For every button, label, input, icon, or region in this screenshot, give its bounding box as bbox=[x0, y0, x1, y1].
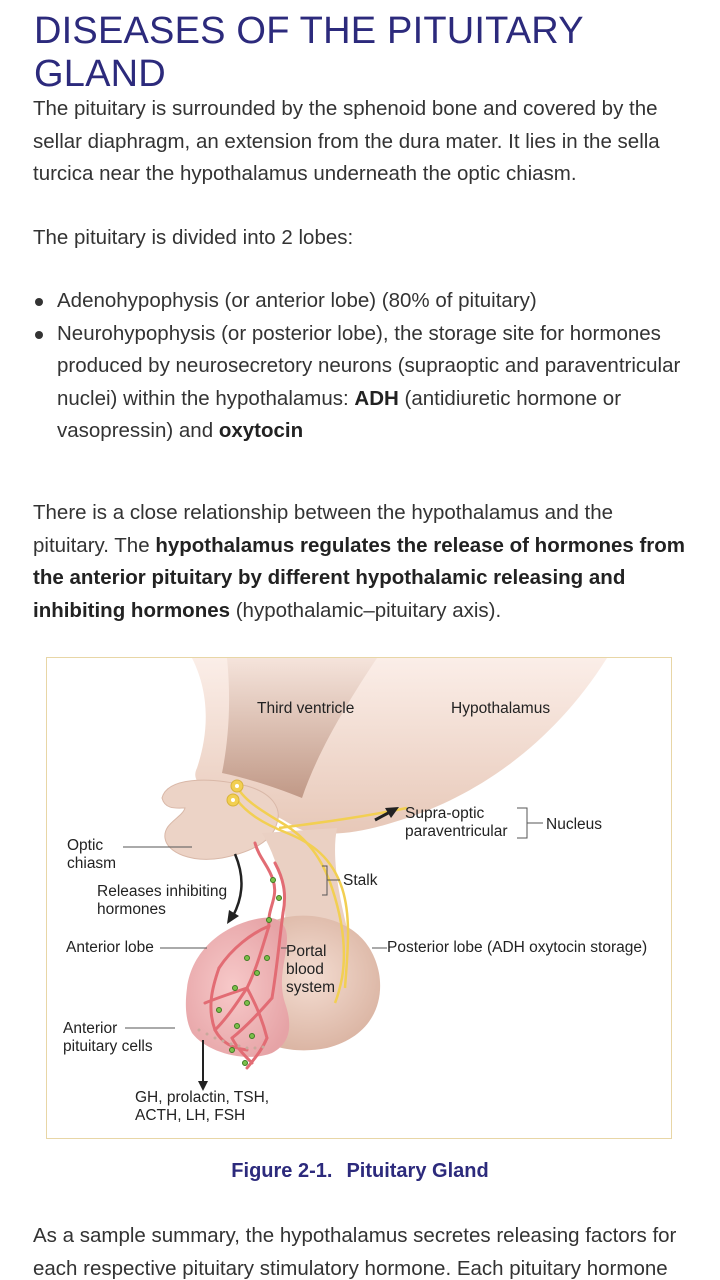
label-hypothalamus: Hypothalamus bbox=[451, 700, 551, 717]
lobe-adenohypophysis: Adenohypophysis (or anterior lobe) (80% of pituitary) bbox=[57, 289, 537, 312]
intro-paragraph bbox=[33, 93, 693, 191]
list-item bbox=[33, 318, 693, 448]
summary-paragraph bbox=[33, 1220, 693, 1280]
label-system: system bbox=[286, 979, 336, 996]
label-anterior: Anterior bbox=[63, 1020, 118, 1037]
label-portal: Portal bbox=[286, 943, 327, 960]
label-posterior-lobe: Posterior lobe (ADH oxytocin storage) bbox=[387, 939, 648, 956]
lobes-list bbox=[33, 285, 693, 448]
intro-line-1: The pituitary is surrounded by the sphenoid bone and covered by the bbox=[33, 97, 658, 120]
adh-term: ADH bbox=[354, 386, 399, 410]
lobe-neuro-line-2: produced by neurosecretory neurons (supraoptic and paraventricular bbox=[57, 354, 681, 377]
label-anterior-lobe: Anterior lobe bbox=[66, 939, 154, 956]
label-hormones-list-2: ACTH, LH, FSH bbox=[135, 1107, 246, 1124]
label-stalk: Stalk bbox=[343, 872, 378, 889]
oxytocin-term: oxytocin bbox=[218, 419, 304, 442]
label-hormones: hormones bbox=[97, 901, 166, 918]
relationship-line-2a: pituitary. The bbox=[33, 533, 156, 557]
intro-line-3: turcica near the hypothalamus underneath the optic chiasm. bbox=[33, 162, 577, 185]
summary-line-2: each respective pituitary stimulatory hormone. Each pituitary hormone bbox=[33, 1256, 668, 1280]
list-item bbox=[33, 285, 693, 318]
label-optic: Optic bbox=[67, 837, 104, 854]
lobe-neuro-line-1: Neurohypophysis (or posterior lobe), the storage site for hormones bbox=[57, 321, 661, 345]
figure-number: Figure 2-1. bbox=[231, 1160, 333, 1182]
lobe-neuro-line-4a: vasopressin) and bbox=[57, 419, 219, 442]
relationship-bold-3: inhibiting hormones bbox=[33, 598, 231, 622]
label-supraoptic: Supra-optic bbox=[405, 805, 485, 822]
label-paraventricular: paraventricular bbox=[405, 823, 508, 840]
label-third-ventricle: Third ventricle bbox=[257, 700, 355, 717]
figure-title: Pituitary Gland bbox=[346, 1160, 489, 1182]
label-hormones-list-1: GH, prolactin, TSH, bbox=[135, 1089, 270, 1106]
label-blood: blood bbox=[286, 961, 324, 978]
pituitary-figure bbox=[46, 657, 672, 1139]
relationship-paragraph bbox=[33, 497, 693, 627]
lobe-neuro-line-3a: nuclei) within the hypothalamus: bbox=[57, 386, 355, 410]
relationship-line-4b: (hypothalamic–pituitary axis). bbox=[230, 598, 502, 622]
relationship-bold-2: the anterior pituitary by different hypothalamic releasing and bbox=[33, 566, 626, 589]
page-title: DISEASES OF THE PITUITARY GLAND bbox=[34, 10, 584, 95]
label-chiasm: chiasm bbox=[67, 855, 117, 872]
intro-line-2: sellar diaphragm, an extension from the dura mater. It lies in the sella bbox=[33, 129, 660, 153]
lobe-neuro-line-3c: (antidiuretic hormone or bbox=[398, 386, 622, 410]
label-nucleus: Nucleus bbox=[546, 816, 602, 833]
lobes-intro: The pituitary is divided into 2 lobes: bbox=[33, 226, 354, 249]
relationship-line-1: There is a close relationship between the hypothalamus and the bbox=[33, 501, 614, 524]
relationship-bold-1: hypothalamus regulates the release of hormones from bbox=[155, 533, 686, 557]
label-pituitary-cells: pituitary cells bbox=[63, 1038, 153, 1055]
label-releases-inhibiting: Releases inhibiting bbox=[97, 883, 228, 900]
figure-caption bbox=[0, 1160, 720, 1183]
summary-line-1: As a sample summary, the hypothalamus secretes releasing factors for bbox=[33, 1224, 677, 1247]
